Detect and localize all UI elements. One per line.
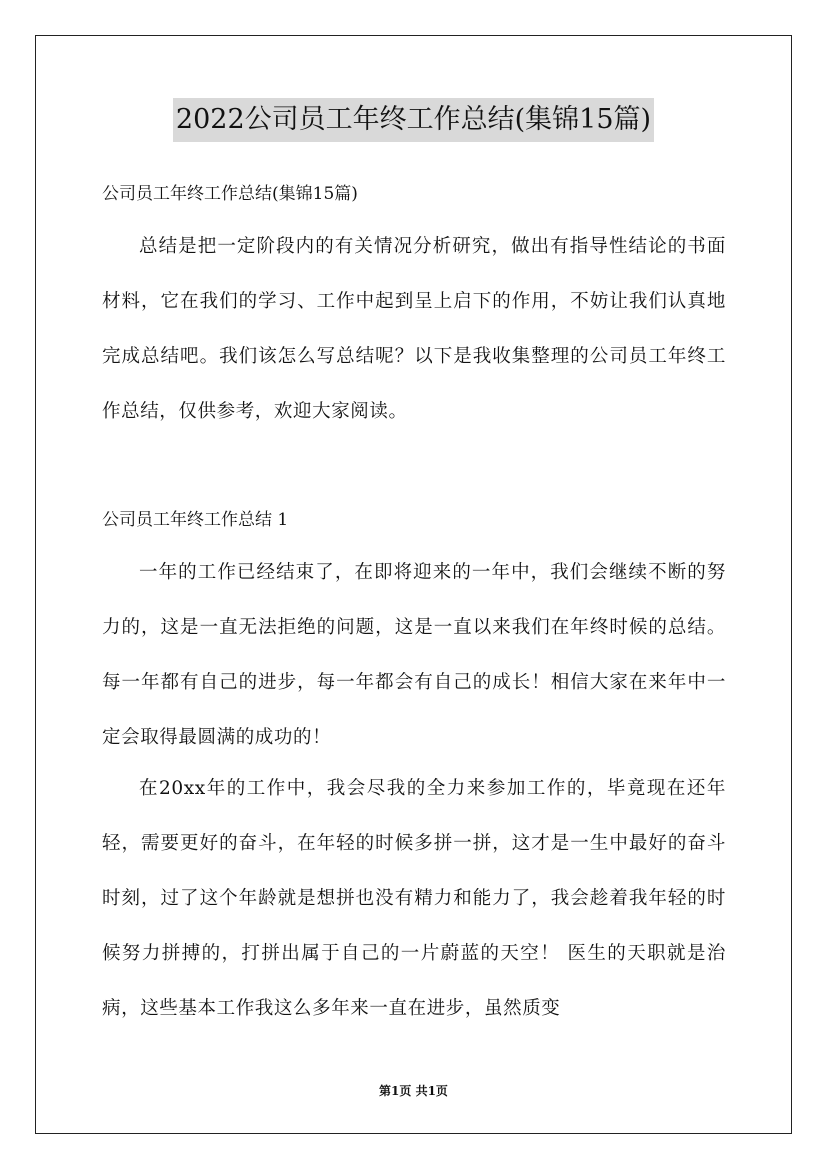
intro-paragraph: 总结是把一定阶段内的有关情况分析研究，做出有指导性结论的书面材料，它在我们的学习、工作中起到呈上启下的作用，不妨让我们认真地完成总结吧。我们该怎么写总结呢？以下是我收集整理的公司员工年终工作总结，仅供参考，欢迎大家阅读。 xyxy=(102,236,726,422)
section-heading: 公司员工年终工作总结 1 xyxy=(102,510,289,530)
section-paragraph-1: 一年的工作已经结束了，在即将迎来的一年中，我们会继续不断的努力的，这是一直无法拒绝的问题，这是一直以来我们在年终时候的总结。每一年都有自己的进步，每一年都会有自己的成长！相信大家在来年中一定会取得最圆满的成功的！ xyxy=(102,562,726,748)
document-subtitle: 公司员工年终工作总结(集锦15篇) xyxy=(102,184,358,204)
page-footer xyxy=(0,1083,827,1099)
section-paragraph-2: 在20xx年的工作中，我会尽我的全力来参加工作的，毕竟现在还年轻，需要更好的奋斗，在年轻的时候多拼一拼，这才是一生中最好的奋斗时刻，过了这个年龄就是想拼也没有精力和能力了，我会趁着我年轻的时候努力拼搏的，打拼出属于自己的一片蔚蓝的天空！ 医生的天职就是治病，这些基本工作我这么多年来一直在进步，虽然质变 xyxy=(102,778,726,1019)
document-title: 2022公司员工年终工作总结(集锦15篇) xyxy=(173,98,654,142)
page-number: 第1页 共1页 xyxy=(379,1084,448,1098)
title-container xyxy=(0,98,827,142)
